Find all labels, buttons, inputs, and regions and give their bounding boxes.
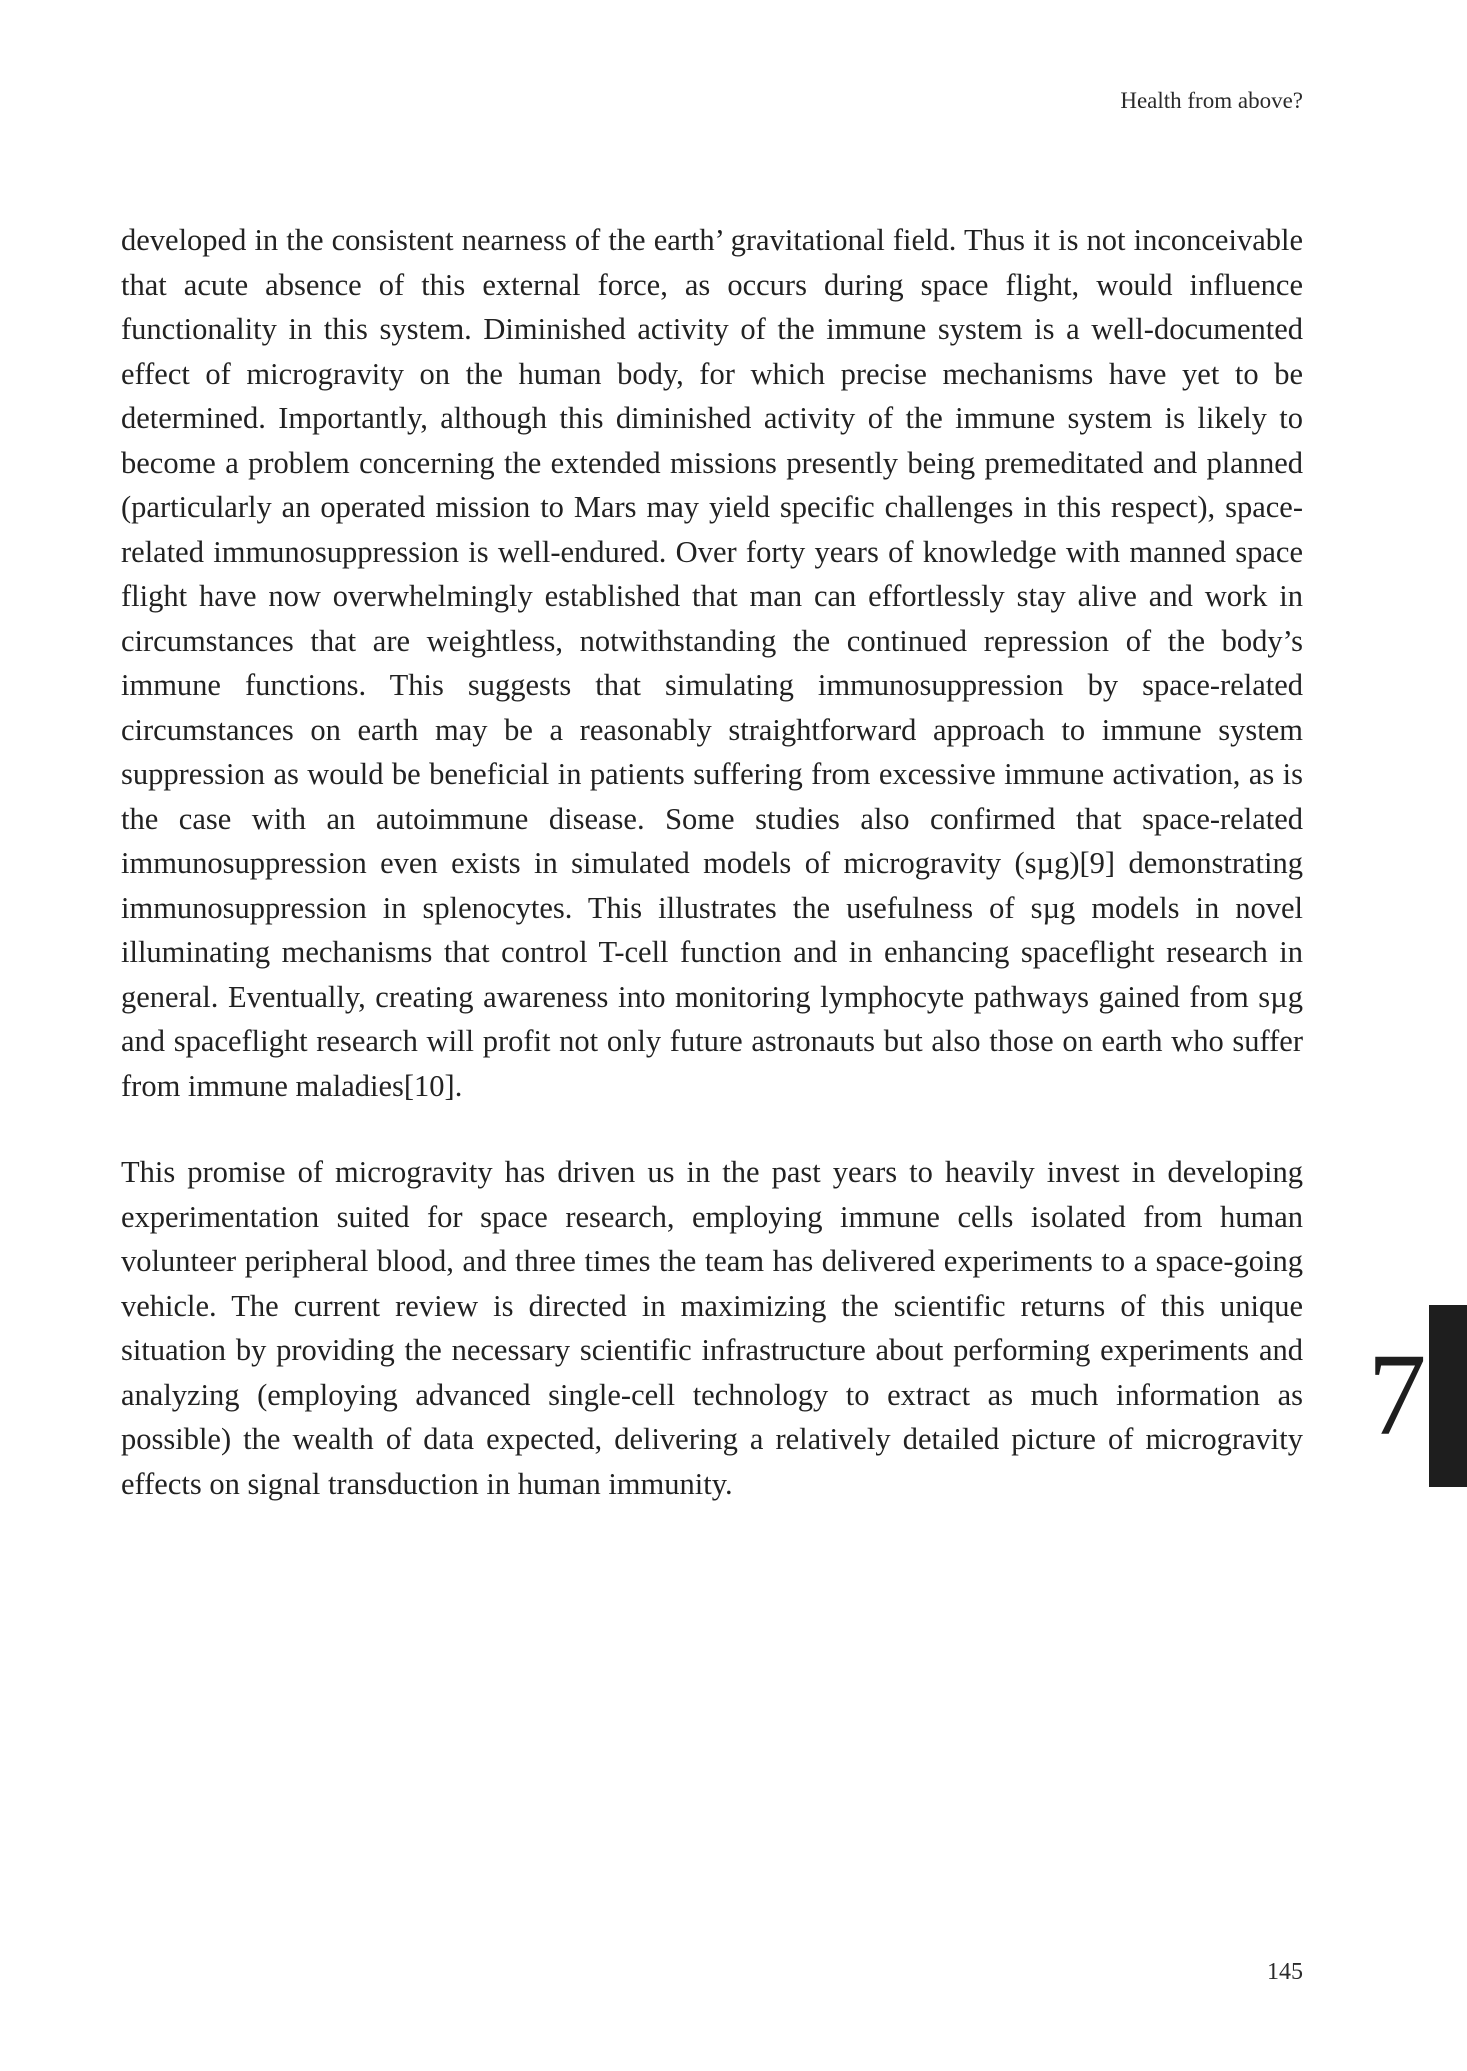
chapter-tab-marker xyxy=(1429,1305,1467,1487)
paragraph: developed in the consistent nearness of the earth’ gravitational field. Thus it is not inconceivable that acute absence of this external force, as occurs during space flight, would influence functionality in this system. Diminished activity of the immune system is a well-documented effect of microgravity on the human body, for which precise mechanisms have yet to be determined. Importantly, although this diminished activity of the immune system is likely to become a problem concerning the extended missions presently being premeditated and planned (particularly an operated mission to Mars may yield specific challenges in this respect), space-related immunosuppression is well-endured. Over forty years of knowledge with manned space flight have now overwhelmingly established that man can effortlessly stay alive and work in circumstances that are weightless, notwithstanding the continued repression of the body’s immune functions. This suggests that simulating immunosuppression by space-related circumstances on earth may be a reasonably straightforward approach to immune system suppression as would be beneficial in patients suffering from excessive immune activation, as is the case with an autoimmune disease. Some studies also confirmed that space-related immunosuppression even exists in simulated models of microgravity (sµg)[9] demonstrating immunosuppression in splenocytes. This illustrates the usefulness of sµg models in novel illuminating mechanisms that control T-cell function and in enhancing spaceflight research in general. Eventually, creating awareness into monitoring lymphocyte pathways gained from sµg and spaceflight research will profit not only future astronauts but also those on earth who suffer from immune maladies[10]. xyxy=(121,223,1303,1103)
body-text xyxy=(121,218,1303,1506)
chapter-number: 7 xyxy=(1367,1329,1427,1460)
page-number: 145 xyxy=(1267,1959,1303,1985)
paragraph: This promise of microgravity has driven us in the past years to heavily invest in developing experimentation suited for space research, employing immune cells isolated from human volunteer peripheral blood, and three times the team has delivered experiments to a space-going vehicle. The current review is directed in maximizing the scientific returns of this unique situation by providing the necessary scientific infrastructure about performing experiments and analyzing (employing advanced single-cell technology to extract as much information as possible) the wealth of data expected, delivering a relatively detailed picture of microgravity effects on signal transduction in human immunity. xyxy=(121,1155,1303,1501)
running-header: Health from above? xyxy=(1120,88,1303,113)
